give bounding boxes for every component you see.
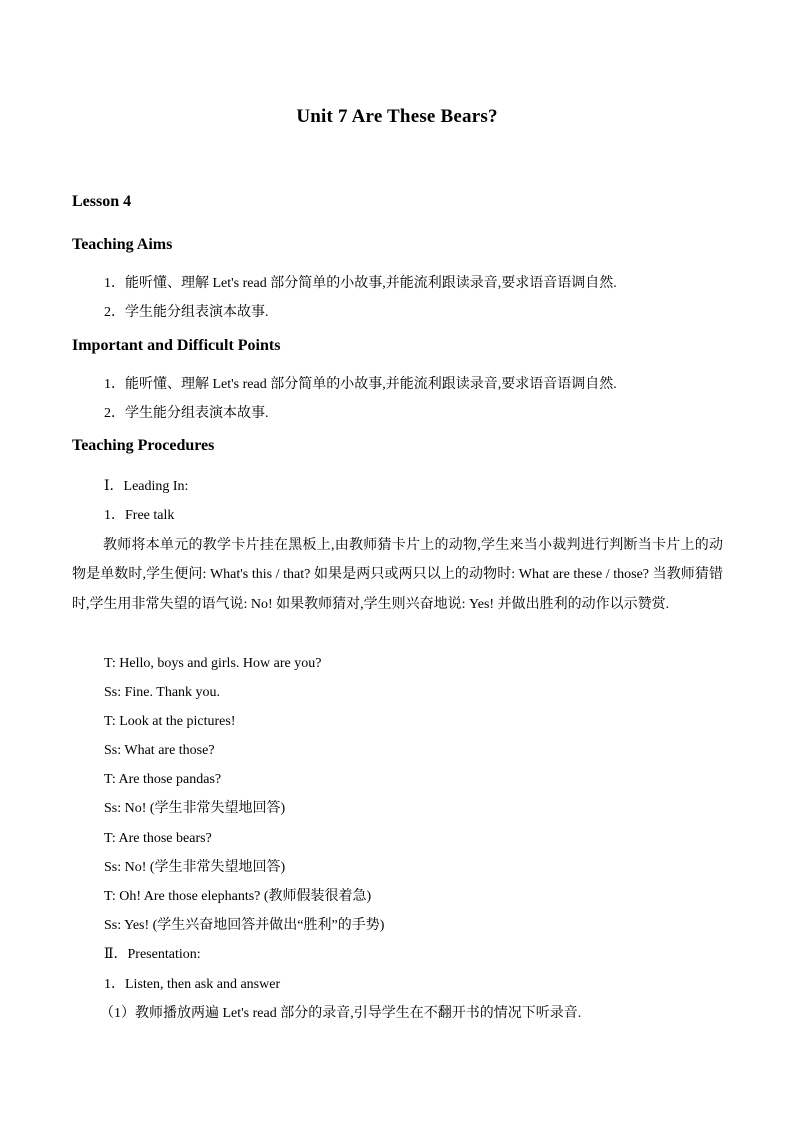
teaching-aims-item-2: 2．学生能分组表演本故事.: [104, 305, 269, 320]
dialogue-line: Ss: No! (学生非常失望地回答): [104, 801, 286, 816]
step-2-subheading: 1．Listen, then ask and answer: [104, 977, 281, 992]
procedure-paragraph: 教师将本单元的教学卡片挂在黑板上,由教师猜卡片上的动物,学生来当小裁判进行判断当卡片上的动物是单数时,学生便问: What's this / that? 如果是两只或两只以上的动物时: What are these / those? 当教师猜错时,学生用非常失望的语气说: No! 如果教师猜对,学生则兴奋地说: Yes! 并做出胜利的动作以示赞赏.: [72, 538, 723, 612]
teaching-aims-item-1: 1．能听懂、理解 Let's read 部分简单的小故事,并能流利跟读录音,要求语音语调自然.: [104, 276, 617, 291]
dialogue-line: T: Hello, boys and girls. How are you?: [104, 656, 322, 671]
dialogue-line: T: Are those pandas?: [104, 772, 222, 787]
dialogue-line: T: Oh! Are those elephants? (教师假装很着急): [104, 889, 372, 904]
lesson-heading: Lesson 4: [72, 193, 132, 210]
dialogue-line: Ss: What are those?: [104, 743, 215, 758]
document-title: Unit 7 Are These Bears?: [296, 106, 498, 127]
step-1-subheading: 1．Free talk: [104, 508, 175, 523]
step-2-item: （1）教师播放两遍 Let's read 部分的录音,引导学生在不翻开书的情况下听录音.: [100, 1006, 582, 1021]
dialogue-line: Ss: Fine. Thank you.: [104, 685, 221, 700]
important-points-item-1: 1．能听懂、理解 Let's read 部分简单的小故事,并能流利跟读录音,要求语音语调自然.: [104, 377, 617, 392]
step-1-heading: Ⅰ．Leading In:: [104, 479, 189, 494]
dialogue-line: T: Look at the pictures!: [104, 714, 236, 729]
important-points-item-2: 2．学生能分组表演本故事.: [104, 406, 269, 421]
teaching-aims-heading: Teaching Aims: [72, 236, 173, 253]
step-2-heading: Ⅱ．Presentation:: [104, 947, 201, 962]
dialogue-line: Ss: Yes! (学生兴奋地回答并做出“胜利”的手势): [104, 918, 385, 933]
teaching-procedures-heading: Teaching Procedures: [72, 437, 215, 454]
dialogue-line: T: Are those bears?: [104, 831, 212, 846]
important-points-heading: Important and Difficult Points: [72, 337, 281, 354]
dialogue-line: Ss: No! (学生非常失望地回答): [104, 860, 286, 875]
